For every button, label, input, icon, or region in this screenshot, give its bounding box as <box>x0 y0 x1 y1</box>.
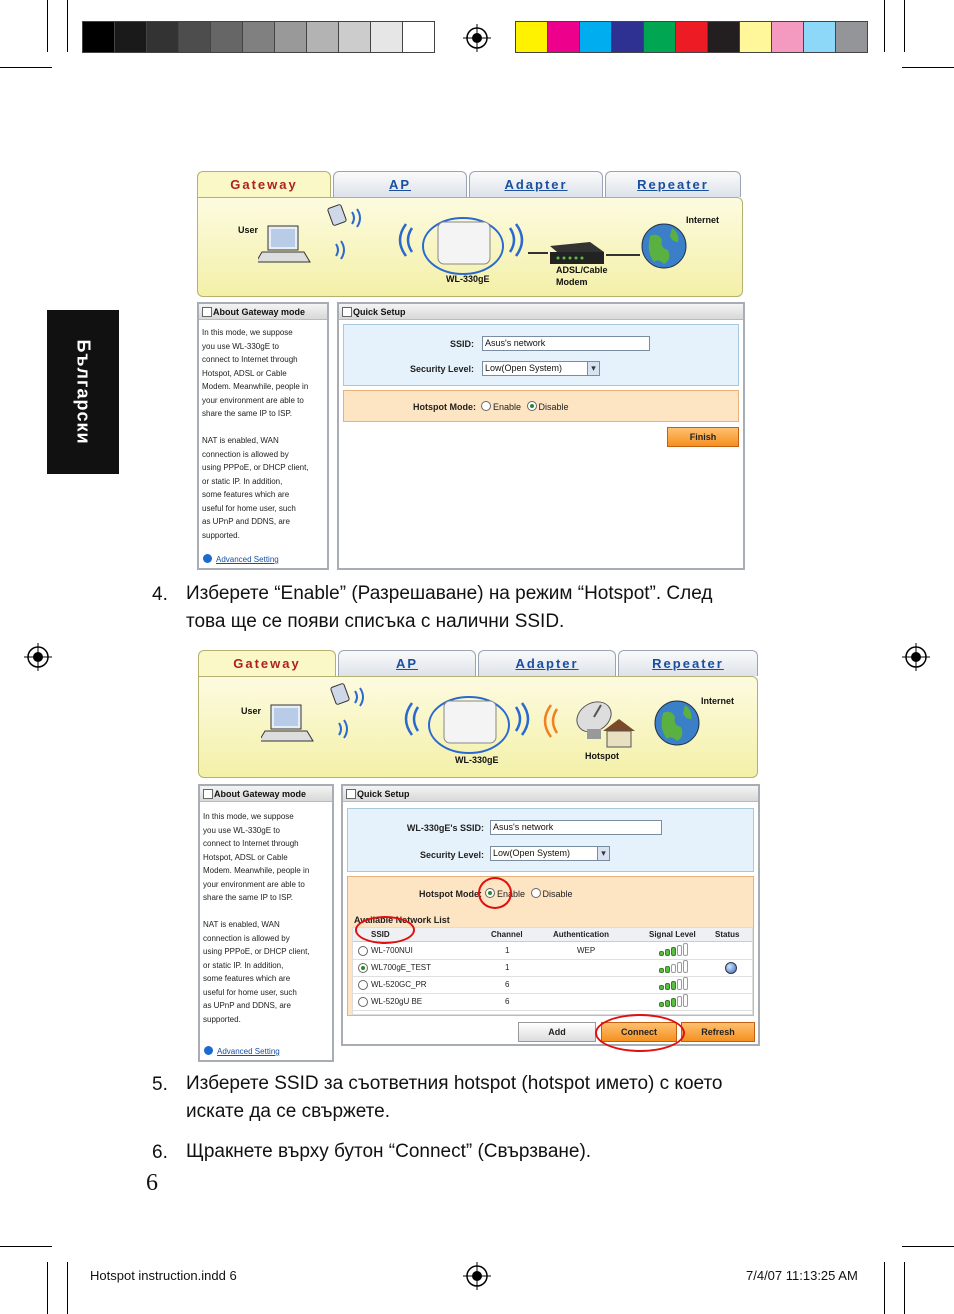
color-swatch <box>82 21 115 53</box>
signal-bar <box>677 979 682 990</box>
color-swatch <box>643 21 676 53</box>
about-line: useful for home user, such <box>203 987 297 997</box>
disable-label: Disable <box>538 402 569 412</box>
laptop-pda-icon <box>261 683 371 753</box>
color-swatch <box>114 21 147 53</box>
row-channel: 6 <box>505 980 510 989</box>
signal-level-icon <box>659 944 693 956</box>
about-line: you use WL-330gE to <box>203 825 280 835</box>
ssid-label: SSID: <box>449 339 474 349</box>
screenshot-gateway-setup <box>197 171 745 571</box>
label-user: User <box>241 706 262 716</box>
page-number: 6 <box>146 1170 158 1196</box>
about-line: In this mode, we suppose <box>203 812 294 821</box>
about-line: NAT is enabled, WAN <box>202 436 279 445</box>
advanced-setting-link[interactable]: Advanced Setting <box>204 1046 280 1056</box>
color-swatch <box>242 21 275 53</box>
color-swatch <box>675 21 708 53</box>
quick-setup-title: Quick Setup <box>343 786 758 802</box>
color-swatch <box>210 21 243 53</box>
about-line: you use WL-330gE to <box>202 341 279 351</box>
color-swatch <box>338 21 371 53</box>
color-swatch <box>547 21 580 53</box>
step-4-line-2: това ще се появи списъка с налични SSID. <box>186 611 565 632</box>
step-6-line-1: Щракнете върху бутон “Connect” (Свързване). <box>186 1141 592 1162</box>
signal-level-icon <box>659 995 693 1007</box>
about-line: or static IP. In addition, <box>203 960 284 970</box>
crop-mark <box>902 67 954 68</box>
about-line: supported. <box>203 1014 241 1024</box>
enable-radio[interactable] <box>481 401 491 411</box>
about-line: share the same IP to ISP. <box>202 409 292 418</box>
hotspot-mode-label: Hotspot Mode: <box>413 402 476 412</box>
router-device-icon <box>404 687 534 757</box>
about-line: connect to Internet through <box>202 355 298 364</box>
about-line: Hotspot, ADSL or Cable <box>203 852 288 862</box>
about-line: as UPnP and DDNS, are <box>203 1001 291 1010</box>
color-swatch <box>771 21 804 53</box>
about-line: your environment are able to <box>202 395 304 405</box>
connect-button[interactable]: Connect <box>601 1022 677 1042</box>
signal-level-icon <box>659 978 693 990</box>
about-panel-title: About Gateway mode <box>199 304 327 320</box>
about-line: In this mode, we suppose <box>202 328 293 337</box>
color-swatch <box>370 21 403 53</box>
row-ssid: WL-700NUI <box>371 946 413 955</box>
connect-highlight-circle <box>595 1014 685 1052</box>
signal-bar <box>671 981 676 990</box>
step-5-text <box>186 1070 826 1126</box>
about-panel-text <box>202 326 328 542</box>
quick-setup-title: Quick Setup <box>339 304 743 320</box>
disable-radio[interactable] <box>527 401 537 411</box>
column-status: Status <box>715 930 740 939</box>
about-line: some features which are <box>203 974 291 983</box>
network-list-table <box>352 927 753 1015</box>
about-line: Modem. Meanwhile, people in <box>203 866 310 875</box>
globe-internet-icon <box>651 697 703 749</box>
signal-bar <box>665 966 670 973</box>
about-line: Hotspot, ADSL or Cable <box>202 368 287 378</box>
wireless-settings-section <box>343 324 739 386</box>
tab-repeater[interactable]: Repeater <box>618 650 758 676</box>
row-select-radio[interactable] <box>358 963 368 973</box>
registration-mark-icon <box>463 24 491 52</box>
about-line: Modem. Meanwhile, people in <box>202 382 309 391</box>
hotspot-mode-section <box>347 876 754 1016</box>
color-swatch <box>611 21 644 53</box>
security-level-label: Security Level: <box>409 364 474 374</box>
crop-mark <box>904 1262 905 1314</box>
footer-timestamp: 7/4/07 11:13:25 AM <box>746 1268 858 1283</box>
about-panel-text <box>203 810 333 1026</box>
label-internet: Internet <box>701 696 735 706</box>
add-button[interactable]: Add <box>518 1022 596 1042</box>
signal-bar <box>683 960 688 973</box>
label-internet: Internet <box>686 215 720 225</box>
about-panel <box>198 784 334 1062</box>
signal-bar <box>659 951 664 956</box>
row-ssid: WL-520GC_PR <box>371 980 427 989</box>
table-row[interactable] <box>353 976 752 994</box>
column-signal-level: Signal Level <box>649 930 696 939</box>
about-line <box>202 421 328 435</box>
about-line: useful for home user, such <box>202 503 296 513</box>
crop-mark <box>0 67 52 68</box>
table-row[interactable] <box>353 993 752 1011</box>
hotspot-mode-label: Hotspot Mode: <box>419 889 482 899</box>
side-tab-label: Български <box>73 339 94 445</box>
wireless-settings-section <box>347 808 754 872</box>
label-modem: ADSL/Cable Modem <box>556 265 608 287</box>
about-line: your environment are able to <box>203 879 305 889</box>
enable-label: Enable <box>497 889 526 899</box>
crop-mark <box>67 1262 68 1314</box>
row-authentication: WEP <box>577 946 596 955</box>
about-line <box>203 905 333 919</box>
about-line: connect to Internet through <box>203 839 299 848</box>
crop-mark <box>884 0 885 52</box>
color-swatch <box>707 21 740 53</box>
security-level-label: Security Level: <box>419 850 484 860</box>
step-5-line-1: Изберете SSID за съответния hotspot (hotspot името) с което <box>186 1073 723 1094</box>
hotspot-satellite-icon <box>539 691 649 755</box>
row-select-radio[interactable] <box>358 980 368 990</box>
topology-banner <box>198 676 758 778</box>
about-line: as UPnP and DDNS, are <box>202 517 290 526</box>
registration-mark-icon <box>463 1262 491 1290</box>
security-level-select[interactable]: Low(Open System) ▾ <box>482 361 600 376</box>
step-6-number: 6. <box>152 1142 168 1163</box>
signal-bar <box>659 968 664 973</box>
signal-bar <box>659 985 664 990</box>
column-authentication: Authentication <box>553 930 609 939</box>
row-ssid: WL700gE_TEST <box>371 963 432 972</box>
color-swatch <box>803 21 836 53</box>
signal-bar <box>683 977 688 990</box>
topology-banner <box>197 197 743 297</box>
signal-bar <box>665 983 670 990</box>
signal-bar <box>671 947 676 956</box>
tab-gateway[interactable]: Gateway <box>198 650 336 676</box>
ssid-input[interactable]: Asus's network <box>490 820 662 835</box>
crop-mark <box>47 0 48 52</box>
signal-bar <box>677 945 682 956</box>
about-line: connection is allowed by <box>203 933 290 943</box>
quick-setup-panel <box>341 784 760 1046</box>
signal-bar <box>671 998 676 1007</box>
connected-status-icon <box>725 962 737 974</box>
about-line: supported. <box>202 530 240 540</box>
disable-radio[interactable] <box>531 888 541 898</box>
row-ssid: WL-520gU BE <box>371 997 423 1006</box>
step-4-line-1: Изберете “Enable” (Разрешаване) на режим “Hotspot”. След <box>186 583 713 604</box>
color-swatch <box>306 21 339 53</box>
crop-mark <box>902 1246 954 1247</box>
label-user: User <box>238 225 259 235</box>
color-swatch <box>835 21 868 53</box>
refresh-button[interactable]: Refresh <box>681 1022 755 1042</box>
row-channel: 1 <box>505 963 510 972</box>
laptop-pda-icon <box>258 204 368 274</box>
crop-mark <box>904 0 905 52</box>
label-hotspot: Hotspot <box>585 751 619 761</box>
step-4-text <box>186 580 826 636</box>
about-line: NAT is enabled, WAN <box>203 920 280 929</box>
row-channel: 1 <box>505 946 510 955</box>
color-swatch <box>146 21 179 53</box>
about-line: using PPPoE, or DHCP client, <box>203 947 310 956</box>
signal-level-icon <box>659 961 693 973</box>
registration-mark-icon <box>24 643 52 671</box>
row-select-radio[interactable] <box>358 997 368 1007</box>
row-select-radio[interactable] <box>358 946 368 956</box>
registration-mark-icon <box>902 643 930 671</box>
advanced-setting-link[interactable]: Advanced Setting <box>203 554 279 564</box>
mode-tabs <box>198 650 760 676</box>
about-line: or static IP. In addition, <box>202 476 283 486</box>
color-swatch <box>739 21 772 53</box>
signal-bar <box>671 964 676 973</box>
step-6-text <box>186 1138 826 1166</box>
security-level-select[interactable]: Low(Open System) ▾ <box>490 846 610 861</box>
label-device: WL-330gE <box>446 274 490 284</box>
column-channel: Channel <box>491 930 523 939</box>
mode-tabs <box>197 171 743 197</box>
signal-bar <box>665 949 670 956</box>
ssid-input[interactable]: Asus's network <box>482 336 650 351</box>
signal-bar <box>683 994 688 1007</box>
column-ssid: SSID <box>371 930 390 939</box>
about-panel-title: About Gateway mode <box>200 786 332 802</box>
router-device-icon <box>398 208 528 278</box>
tab-adapter[interactable]: Adapter <box>478 650 616 676</box>
label-device: WL-330gE <box>455 755 499 765</box>
color-swatch <box>178 21 211 53</box>
quick-setup-panel <box>337 302 745 570</box>
signal-bar <box>683 943 688 956</box>
tab-adapter[interactable]: Adapter <box>469 171 603 197</box>
step-4-number: 4. <box>152 584 168 605</box>
row-channel: 6 <box>505 997 510 1006</box>
tab-repeater[interactable]: Repeater <box>605 171 741 197</box>
step-5-number: 5. <box>152 1074 168 1095</box>
about-line: connection is allowed by <box>202 449 289 459</box>
crop-mark <box>884 1262 885 1314</box>
ssid-highlight-circle <box>355 916 415 944</box>
color-swatch <box>515 21 548 53</box>
enable-highlight-circle <box>478 877 512 909</box>
footer-filename: Hotspot instruction.indd 6 <box>90 1268 237 1283</box>
signal-bar <box>677 962 682 973</box>
table-row[interactable] <box>353 942 752 960</box>
language-side-tab <box>47 310 119 474</box>
about-panel <box>197 302 329 570</box>
screenshot-hotspot-list <box>198 650 760 1062</box>
network-list-title: Available Network List <box>354 915 450 925</box>
finish-button[interactable]: Finish <box>667 427 739 447</box>
about-line: using PPPoE, or DHCP client, <box>202 463 309 472</box>
globe-internet-icon <box>638 220 690 272</box>
about-line: share the same IP to ISP. <box>203 893 293 902</box>
crop-mark <box>0 1246 52 1247</box>
hotspot-radio-group <box>478 401 569 412</box>
step-5-line-2: искате да се свържете. <box>186 1101 390 1122</box>
color-swatch <box>274 21 307 53</box>
tab-ap[interactable]: AP <box>338 650 476 676</box>
tab-gateway[interactable]: Gateway <box>197 171 331 197</box>
disable-label: Disable <box>542 889 573 899</box>
color-swatch <box>402 21 435 53</box>
signal-bar <box>677 996 682 1007</box>
enable-label: Enable <box>493 402 522 412</box>
crop-mark <box>67 0 68 52</box>
signal-bar <box>659 1002 664 1007</box>
about-line: some features which are <box>202 490 290 499</box>
table-row[interactable] <box>353 959 752 977</box>
crop-mark <box>47 1262 48 1314</box>
signal-bar <box>665 1000 670 1007</box>
ssid-label: WL-330gE's SSID: <box>406 823 484 833</box>
color-swatch <box>579 21 612 53</box>
hotspot-mode-section <box>343 390 739 422</box>
tab-ap[interactable]: AP <box>333 171 467 197</box>
